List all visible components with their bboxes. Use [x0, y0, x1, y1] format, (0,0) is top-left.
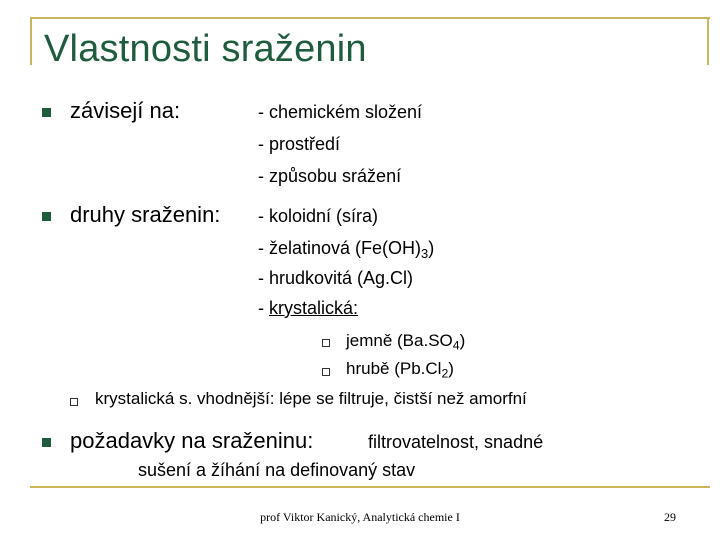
bullet3-text: sušení a žíhání na definovaný stav [138, 460, 416, 480]
sub-bullet-icon [70, 398, 78, 406]
bullet2-item: - želatinová $(Fe(OH)_3)$ [258, 238, 435, 261]
footer: prof Viktor Kanický, Analytická chemie I [260, 510, 460, 524]
note-text: krystalická s. vhodnější: lépe se filtruje, čistší než amorfní [95, 389, 527, 408]
page-title: Vlastnosti sraženin [44, 28, 367, 70]
bullet3-label: požadavky na sraženinu: [70, 428, 314, 453]
top-rule [30, 17, 710, 19]
bullet-square-icon [42, 438, 51, 447]
left-rule [30, 17, 32, 65]
bullet-square-icon [42, 108, 51, 117]
bullet1-item: - chemickém složení [258, 102, 423, 122]
bullet1-label: závisejí na: [70, 98, 181, 123]
sub-item: hrubě $(Pb.Cl_2)$ [346, 359, 454, 381]
bullet1-item: - způsobu srážení [258, 166, 402, 186]
sub-bullet-icon [322, 339, 330, 347]
bullet-square-icon [42, 212, 51, 221]
sub-item: jemně $(Ba.SO_4)$ [346, 331, 466, 353]
right-rule [707, 17, 709, 65]
bullet3-text: filtrovatelnost, snadné [368, 432, 544, 452]
sub-bullet-icon [322, 368, 330, 376]
bullet2-item: - krystalická: [258, 298, 359, 318]
bullet2-label: druhy sraženin: [70, 202, 221, 227]
bullet1-item: - prostředí [258, 134, 341, 154]
bullet2-item: - hrudkovitá (Ag.Cl) [258, 268, 414, 288]
bottom-rule [30, 486, 710, 488]
page-number: 29 [664, 510, 676, 524]
bullet2-item: - koloidní (síra) [258, 206, 379, 226]
